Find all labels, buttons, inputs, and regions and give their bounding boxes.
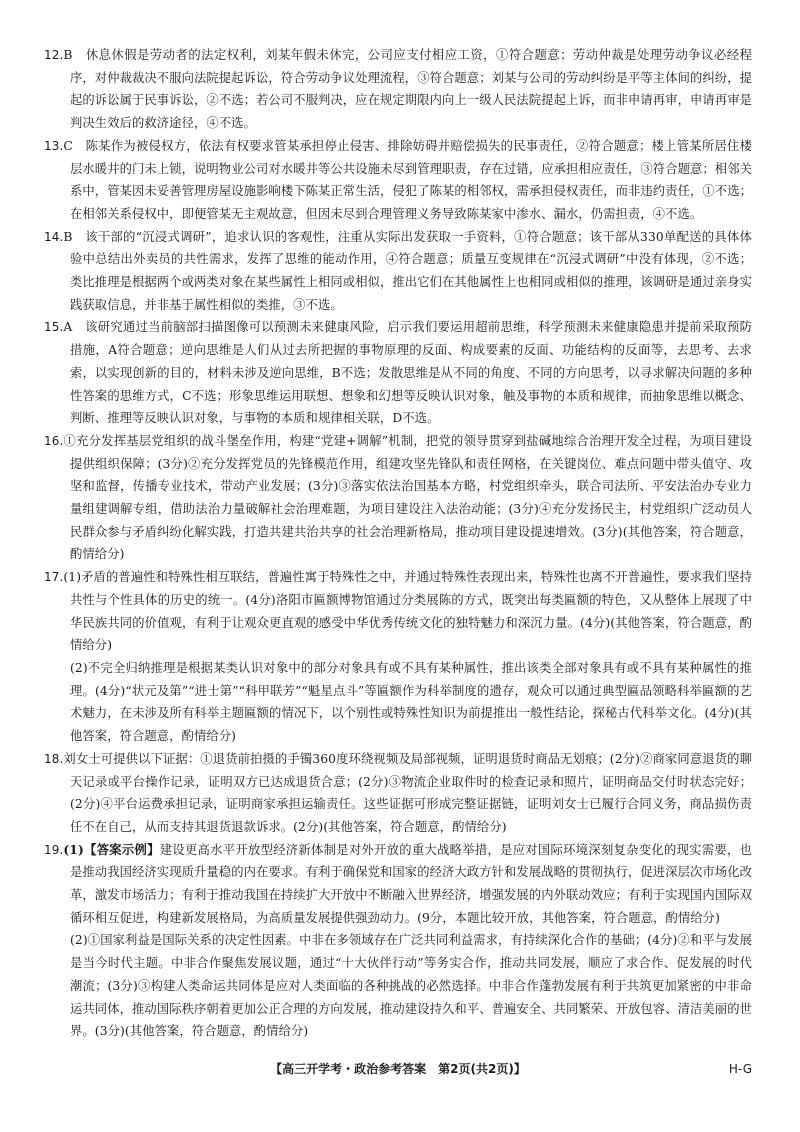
- question-number: 16.: [44, 433, 64, 448]
- answer-text: ①充分发挥基层党组织的战斗堡垒作用，构建“党建+调解”机制，把党的领导贯穿到盐碱地综合治理开发全过程，为项目建设提供组织保障；(3分)②充分发挥党员的先锋模范作用，组建攻坚先锋队和责任网格，在关键岗位、难点问题中带头值守、攻坚和监督，传播专业技术，带动产业发展；(3分)③落实依法治国基本方略，村党组织牵头，联合司法所、平安法治办专业力量组建调解专组，借助法治力量破解社会治理难题，为项目建设注入法治动能；(3分)④充分发扬民主，村党组织广泛动员人民群众参与矛盾纠纷化解实践，打造共建共治共享的社会治理新格局，推动项目建设提速增效。(3分)(其他答案，符合题意，酌情给分): [63, 433, 752, 562]
- answer-14: [44, 226, 752, 317]
- answer-13: [44, 135, 752, 226]
- answer-12: [44, 44, 752, 135]
- answer-text: (1)矛盾的普遍性和特殊性相互联结，普遍性寓于特殊性之中，并通过特殊性表现出来，特殊性也离不开普遍性，要求我们坚持共性与个性具体的历史的统一。(4分)洛阳市匾额博物馆通过分类展陈的方式，既突出每类匾额的特色，又从整体上展现了中华民族共同的价值观，有利于让观众更直观的感受中华优秀传统文化的独特魅力和深沉力量。(4分)(其他答案，符合题意，酌情给分): [63, 570, 752, 653]
- answer-text: B 休息休假是劳动者的法定权利，刘某年假未休完，公司应支付相应工资，①符合题意；劳动仲裁是处理劳动争议必经程序，对仲裁裁决不服向法院提起诉讼，符合劳动争议处理流程，③符合题意；刘某与公司的劳动纠纷是平等主体间的纠纷，提起的诉讼属于民事诉讼，②不选；若公司不服判决，应在规定期限内向上一级人民法院提起上诉，而非申请再审，申请再审是判决生效后的救济途径，④不选。: [63, 48, 752, 131]
- answer-15: [44, 316, 752, 430]
- footer-code: H-G: [728, 1062, 752, 1076]
- answer-text: (2)不完全归纳推理是根据某类认识对象中的部分对象具有或不具有某种属性，推出该类全部对象具有或不具有某种属性的推理。(4分)“状元及第”“进士第”“科甲联芳”“魁星点斗”等匾额作为科举制度的遗存，观众可以通过典型匾品领略科举匾额的艺术魅力，在未涉及所有科举主题匾额的情况下，以个别性或特殊性知识为前提推出一般性结论，探秘古代科举文化。(4分)(其他答案，符合题意，酌情给分): [70, 660, 752, 744]
- page-footer: [44, 1057, 752, 1081]
- answer-16: [44, 430, 752, 566]
- question-number: 13.: [44, 138, 64, 153]
- answer-text: A 该研究通过当前脑部扫描图像可以预测未来健康风险，启示我们要运用超前思维，科学预测未来健康隐患并提前采取预防措施，A符合题意；逆向思维是人们从过去所把握的事物原理的反面、构成要素的反面、功能结构的反面等，去思考、去求索，以实现创新的目的，材料未涉及逆向思维，B不选；发散思维是从不同的角度、不同的方向思考，以寻求解决问题的多种性答案的思维方式，C不选；形象思维运用联想、想象和幻想等反映认识对象，触及事物的本质和规律，而抽象思维以概念、判断、推理等反映认识对象，与事物的本质和规律相关联，D不选。: [63, 320, 752, 426]
- answer-text: 建设更高水平开放型经济新体制是对外开放的重大战略举措，是应对国际环境深刻复杂变化的现实需要，也是推动我国经济实现质升量稳的内在要求。有利于确保党和国家的经济大政方针和发展战略的贯彻执行，促进深层次市场化改革，激发市场活力；有利于推动我国在持续扩大开放中不断融入世界经济，增强发展的内外联动效应；有利于实现国内国际双循环相互促进，构建新发展格局，为高质量发展提供强劲动力。(9分，本题比较开放，其他答案，符合题意，酌情给分): [70, 842, 753, 925]
- question-number: 12.: [44, 48, 64, 62]
- question-number: 19.: [44, 842, 64, 857]
- question-number: 14.: [44, 229, 64, 244]
- answer-text: (2)①国家利益是国际关系的决定性因素。中非在多领域存在广泛共同利益需求，有持续深化合作的基础；(4分)②和平与发展是当今时代主题。中非合作聚焦发展议题，通过“十大伙伴行动”等务实合作，推动共同发展，顺应了求合作、促发展的时代潮流；(3分)③构建人类命运共同体是应对人类面临的各种挑战的必然选择。中非合作蓬勃发展有利于共筑更加紧密的中非命运共同体，推动国际秩序朝着更加公正合理的方向发展，推动建设持久和平、普遍安全、共同繁荣、开放包容、清洁美丽的世界。(3分)(其他答案，符合题意，酌情给分): [70, 933, 752, 1039]
- question-number: 17.: [44, 570, 64, 585]
- answer-text: B 该干部的“沉浸式调研”，追求认识的客观性，注重从实际出发获取一手资料，①符合题意；该干部从330单配送的具体体验中总结出外卖员的共性需求，发挥了思维的能动作用，④符合题意；质量互变规律在“沉浸式调研”中没有体现，②不选；类比推理是根据两个或两类对象在某些属性上相同或相似，推出它们在其他属性上也相同或相似的推理，该调研是通过亲身实践获取信息，并非基于属性相似的类推，③不选。: [63, 229, 752, 312]
- answer-18: [44, 748, 752, 839]
- answer-text: C 陈某作为被侵权方，依法有权要求管某承担停止侵害、排除妨碍并赔偿损失的民事责任，②符合题意；楼上管某所居住楼层水暖井的门未上锁，说明物业公司对水暖井等公共设施未尽到管理职责，存在过错，应承担相应责任，③符合题意；相邻关系中，管某因未妥善管理房屋设施影响楼下陈某正常生活，侵犯了陈某的相邻权，需承担侵权责任，而非违约责任，①不选；在相邻关系侵权中，即便管某无主观故意，但因未尽到合理管理义务导致陈某家中渗水、漏水，仍需担责，④不选。: [63, 138, 752, 221]
- answer-text: 刘女士可提供以下证据：①退货前拍摄的手镯360度环绕视频及局部视频，证明退货时商品无划痕；(2分)②商家同意退货的聊天记录或平台操作记录，证明双方已达成退货合意；(2分)③物流企业取件时的检查记录和照片，证明商品交付时状态完好；(2分)④平台运费承担记录，证明商家承担运输责任。这些证据可形成完整证据链，证明刘女士已履行合同义务，商品损伤责任不在自己，从而支持其退货退款诉求。(2分)(其他答案，符合题意，酌情给分): [63, 751, 752, 834]
- answer-19-part-1: [44, 839, 752, 930]
- footer-title: 【高三开学考・政治参考答案 第2页(共2页)】: [270, 1062, 526, 1076]
- answer-19-part-2: [44, 929, 752, 1043]
- question-number: 18.: [44, 751, 64, 766]
- answer-17-part-2: [44, 657, 752, 748]
- answer-content: [44, 44, 752, 1043]
- answer-17-part-1: [44, 566, 752, 657]
- answer-example-lead: (1)【答案示例】: [63, 841, 160, 857]
- question-number: 15.: [44, 320, 64, 335]
